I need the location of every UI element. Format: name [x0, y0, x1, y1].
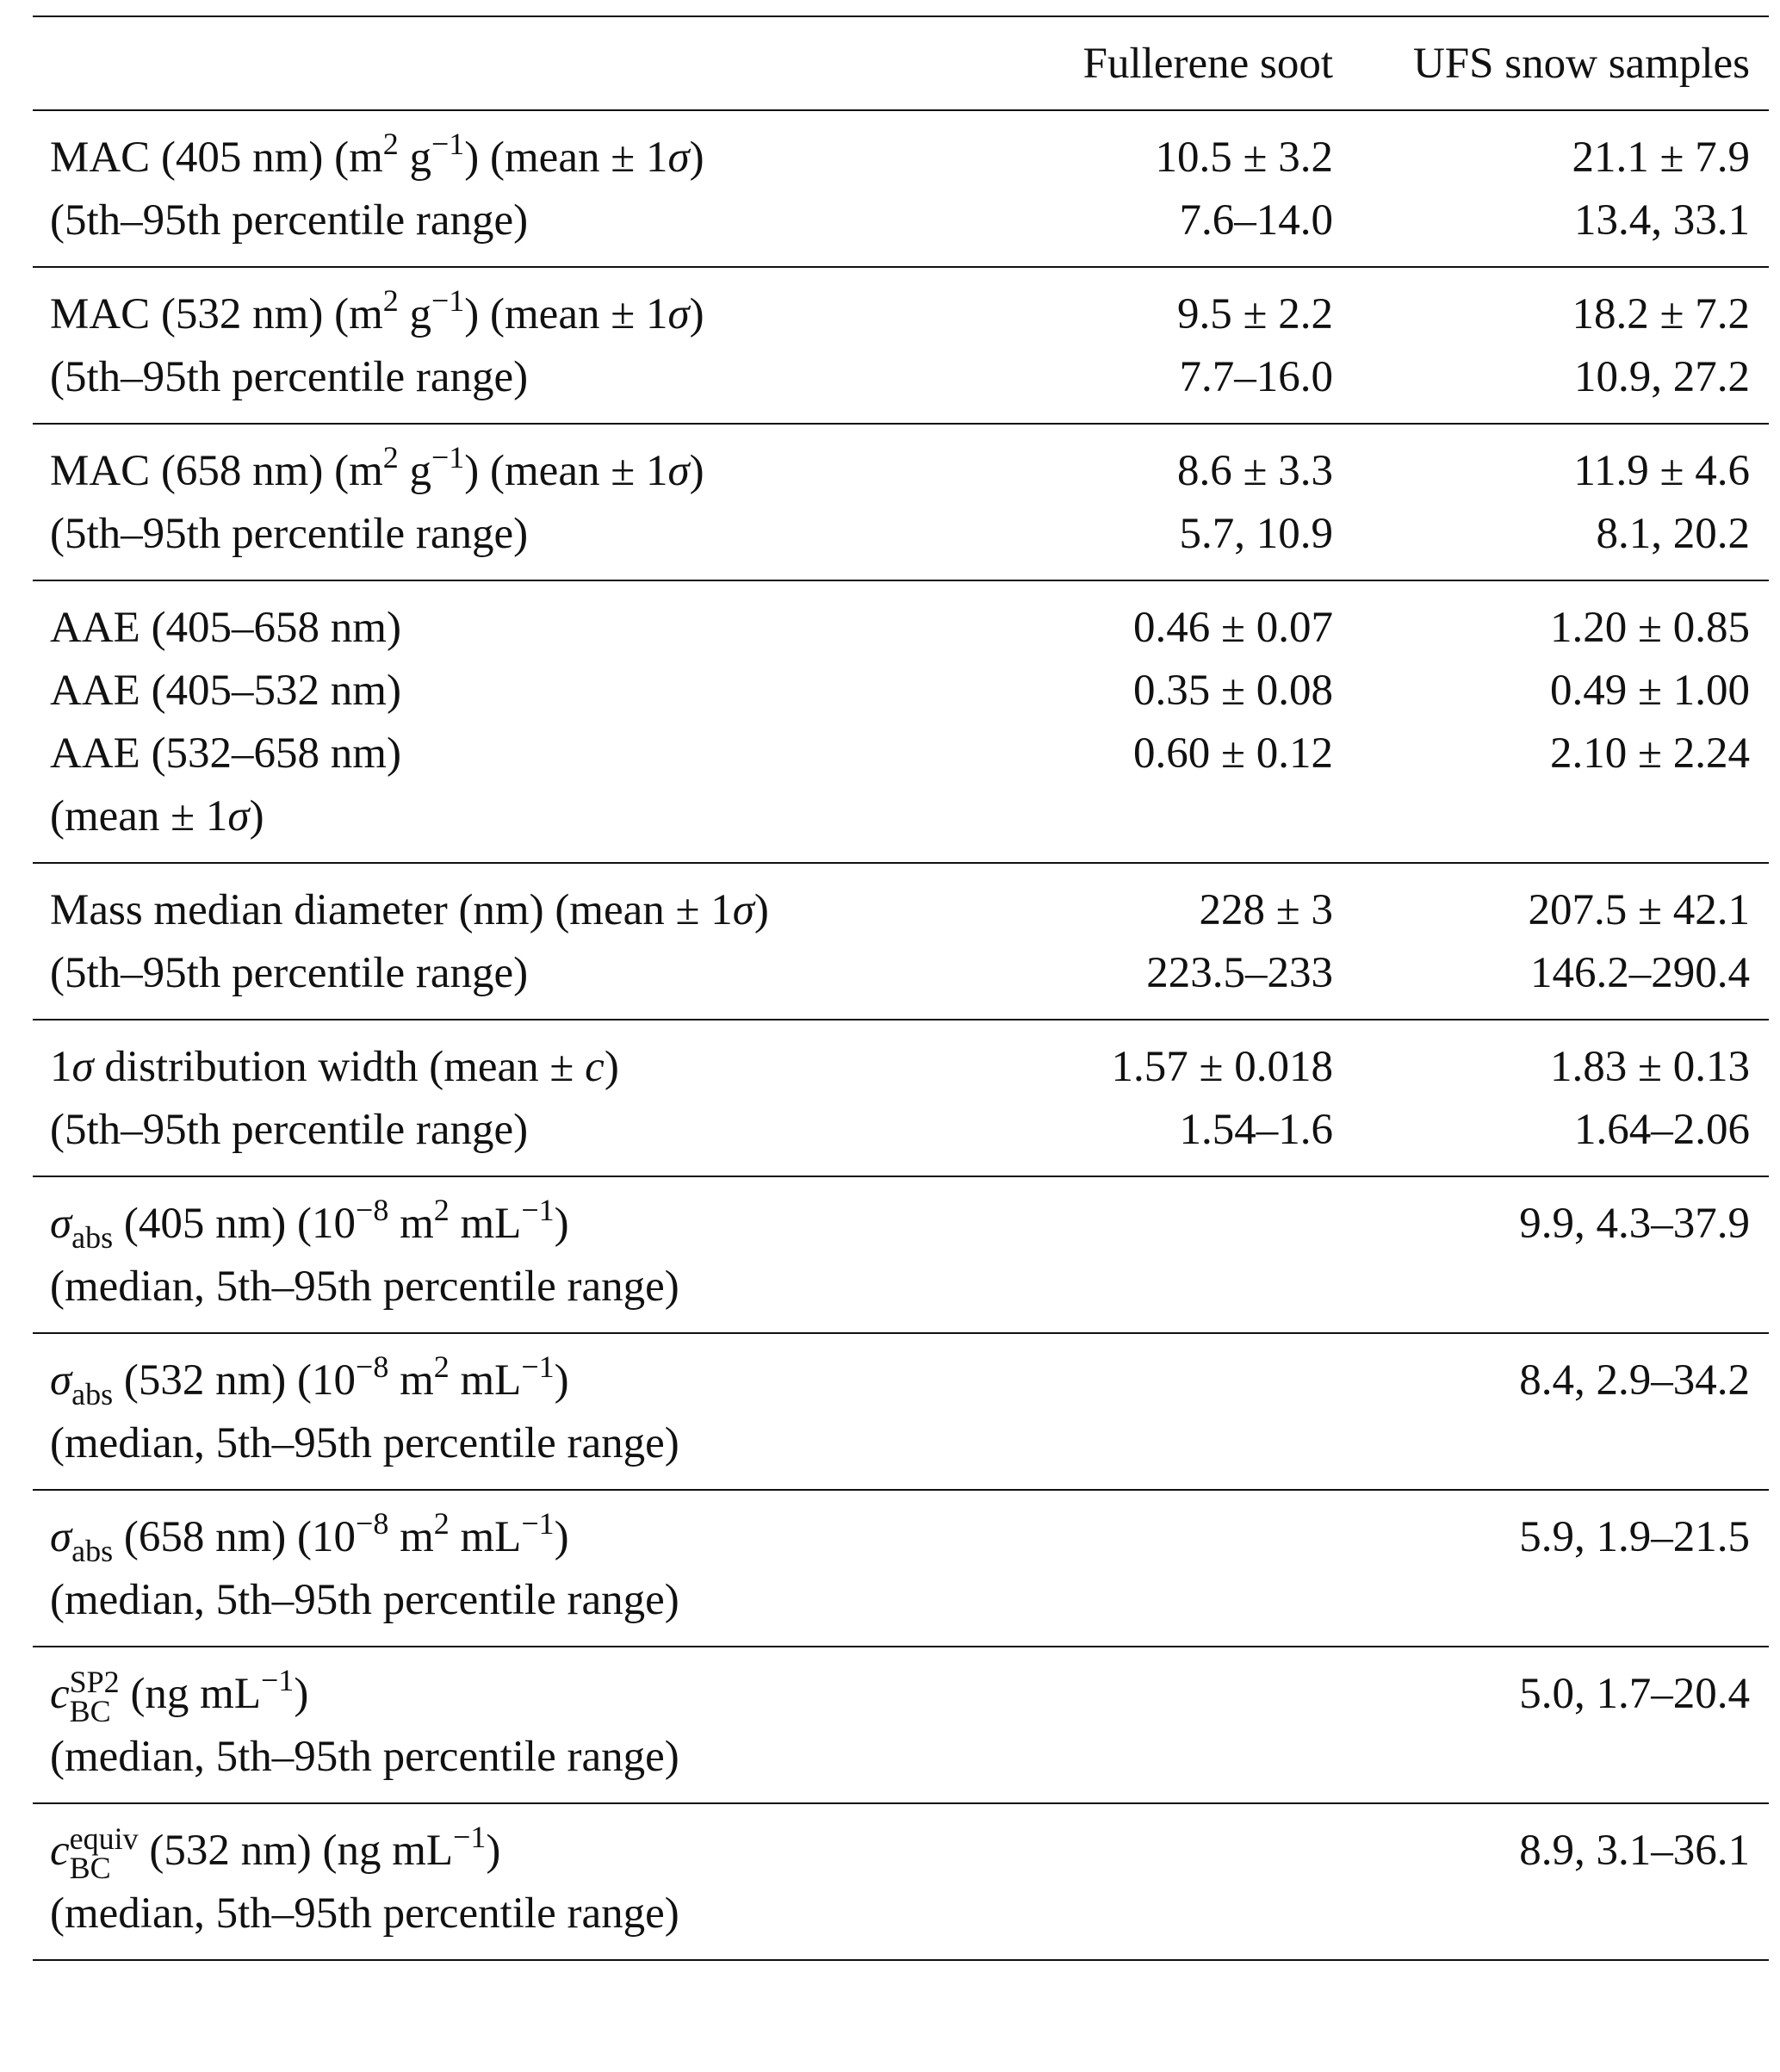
- superscript: −8: [356, 1193, 389, 1227]
- header-row: [33, 16, 1769, 110]
- table-row: [33, 580, 1769, 660]
- subscript: BC: [69, 1694, 111, 1728]
- ufs-value: 2.10 ± 2.24: [1550, 729, 1750, 778]
- table-row: [33, 1412, 1769, 1490]
- label-text: g: [398, 133, 431, 182]
- row-label: [33, 267, 983, 346]
- subscript: abs: [71, 1220, 114, 1255]
- label-text: (405 nm) (10: [113, 1200, 357, 1248]
- superscript: SP2: [69, 1665, 120, 1699]
- c-symbol: c: [50, 1827, 70, 1875]
- label-text: MAC (405 nm) (m: [50, 133, 383, 182]
- sup-sub-stack: [69, 1821, 139, 1885]
- ufs-value: 5.0, 1.7–20.4: [1333, 1647, 1769, 1726]
- superscript: 2: [382, 283, 399, 318]
- fullerene-value: 1.57 ± 0.018: [983, 1020, 1333, 1099]
- label-text: mL: [449, 1513, 522, 1561]
- ufs-value: 9.9, 4.3–37.9: [1333, 1176, 1769, 1256]
- ufs-value: [1333, 1412, 1769, 1490]
- table-row: [33, 503, 1769, 580]
- row-label: (median, 5th–95th percentile range): [33, 1883, 983, 1960]
- table-row: [33, 723, 1769, 785]
- label-text: ): [754, 886, 769, 934]
- sigma-symbol: σ: [732, 886, 754, 934]
- fullerene-value: 8.6 ± 3.3: [983, 424, 1333, 503]
- fullerene-value: 0.35 ± 0.08: [1133, 667, 1333, 715]
- table-row: [33, 1256, 1769, 1333]
- label-text: ): [554, 1513, 569, 1561]
- row-label: [33, 1803, 983, 1883]
- superscript: 2: [382, 127, 399, 161]
- label-text: (658 nm) (10: [113, 1513, 357, 1561]
- row-label: [33, 1020, 983, 1099]
- label-text: ): [689, 447, 704, 495]
- fullerene-value: 223.5–233: [1146, 949, 1333, 997]
- label-text: ): [249, 792, 264, 841]
- table-row: [33, 267, 1769, 346]
- superscript: equiv: [69, 1821, 139, 1856]
- fullerene-value: [983, 1490, 1333, 1569]
- superscript: −8: [356, 1349, 389, 1384]
- table-row: [33, 785, 1769, 863]
- label-text: mL: [449, 1356, 522, 1405]
- ufs-value: [1333, 785, 1769, 863]
- table-row: [33, 1490, 1769, 1569]
- label-text: MAC (532 nm) (m: [50, 290, 383, 338]
- superscript: −1: [261, 1663, 295, 1697]
- table-row: [33, 424, 1769, 503]
- superscript: −1: [431, 283, 465, 318]
- label-text: distribution width (mean ±: [93, 1043, 586, 1091]
- data-table: [33, 16, 1769, 1961]
- row-label: [33, 1333, 983, 1412]
- label-text: ): [689, 290, 704, 338]
- label-text: mL: [449, 1200, 522, 1248]
- row-label: [33, 785, 983, 863]
- fullerene-value: 9.5 ± 2.2: [983, 267, 1333, 346]
- label-text: ): [486, 1827, 501, 1875]
- label-text: ): [689, 133, 704, 182]
- header-fullerene: Fullerene soot: [983, 16, 1333, 110]
- superscript: −1: [521, 1349, 555, 1384]
- ufs-value: 13.4, 33.1: [1574, 196, 1750, 245]
- row-label: AAE (405–658 nm): [33, 580, 983, 660]
- table-row: [33, 1726, 1769, 1803]
- superscript: −1: [453, 1820, 487, 1854]
- ufs-value: 207.5 ± 42.1: [1333, 863, 1769, 942]
- table-row: [33, 1647, 1769, 1726]
- row-label: (5th–95th percentile range): [50, 196, 529, 245]
- row-label: [33, 1490, 983, 1569]
- label-text: ) (mean ± 1: [464, 290, 668, 338]
- label-text: ): [294, 1670, 309, 1718]
- sigma-symbol: σ: [50, 1200, 72, 1248]
- fullerene-value: [983, 1883, 1333, 1960]
- label-text: m: [388, 1513, 434, 1561]
- table-row: [33, 660, 1769, 723]
- fullerene-value: [983, 1647, 1333, 1726]
- ufs-value: 8.1, 20.2: [1596, 510, 1750, 558]
- row-label: (5th–95th percentile range): [50, 510, 529, 558]
- ufs-value: 1.83 ± 0.13: [1333, 1020, 1769, 1099]
- label-text: ) (mean ± 1: [464, 133, 668, 182]
- row-label: (median, 5th–95th percentile range): [50, 1419, 679, 1467]
- ufs-value: [1333, 1726, 1769, 1803]
- superscript: −1: [431, 440, 465, 475]
- row-label: [33, 863, 983, 942]
- c-symbol: c: [50, 1670, 70, 1718]
- fullerene-value: [983, 1333, 1333, 1412]
- fullerene-value: [983, 1412, 1333, 1490]
- superscript: −1: [521, 1193, 555, 1227]
- ufs-value: 8.4, 2.9–34.2: [1333, 1333, 1769, 1412]
- superscript: 2: [433, 1193, 450, 1227]
- label-text: ): [554, 1200, 569, 1248]
- ufs-value: 21.1 ± 7.9: [1333, 110, 1769, 189]
- fullerene-value: [983, 1726, 1333, 1803]
- fullerene-value: [983, 1176, 1333, 1256]
- table-row: [33, 942, 1769, 1020]
- table-row: [33, 346, 1769, 424]
- subscript: BC: [69, 1851, 111, 1885]
- label-text: m: [388, 1200, 434, 1248]
- row-label: AAE (405–532 nm): [50, 667, 401, 715]
- table-row: [33, 1099, 1769, 1176]
- fullerene-value: 5.7, 10.9: [1179, 510, 1333, 558]
- ufs-value: 1.20 ± 0.85: [1333, 580, 1769, 660]
- fullerene-value: 7.6–14.0: [1179, 196, 1333, 245]
- label-text: ) (mean ± 1: [464, 447, 668, 495]
- row-label: (5th–95th percentile range): [50, 353, 529, 401]
- ufs-value: 1.64–2.06: [1574, 1106, 1750, 1154]
- ufs-value: 10.9, 27.2: [1574, 353, 1750, 401]
- superscript: −1: [521, 1506, 555, 1541]
- ufs-value: [1333, 1256, 1769, 1333]
- row-label: [33, 110, 983, 189]
- header-label: [33, 16, 983, 110]
- label-text: g: [398, 290, 431, 338]
- fullerene-value: 0.46 ± 0.07: [983, 580, 1333, 660]
- fullerene-value: [983, 1569, 1333, 1647]
- sigma-symbol: σ: [667, 447, 690, 495]
- label-text: (532 nm) (10: [113, 1356, 357, 1405]
- table-row: [33, 863, 1769, 942]
- sigma-symbol: σ: [667, 133, 690, 182]
- fullerene-value: 1.54–1.6: [1179, 1106, 1333, 1154]
- ufs-value: [1333, 1569, 1769, 1647]
- label-text: ): [554, 1356, 569, 1405]
- fullerene-value: [983, 1803, 1333, 1883]
- superscript: 2: [433, 1506, 450, 1541]
- sup-sub-stack: [70, 1667, 120, 1726]
- sigma-symbol: σ: [667, 290, 690, 338]
- label-text: g: [398, 447, 431, 495]
- table-row: [33, 110, 1769, 189]
- fullerene-value: 7.7–16.0: [1179, 353, 1333, 401]
- ufs-value: [1333, 1883, 1769, 1960]
- table-row: [33, 1176, 1769, 1256]
- sigma-symbol: σ: [227, 792, 250, 841]
- row-label: [33, 424, 983, 503]
- sigma-symbol: σ: [50, 1513, 72, 1561]
- fullerene-value: 10.5 ± 3.2: [983, 110, 1333, 189]
- ufs-value: 18.2 ± 7.2: [1333, 267, 1769, 346]
- ufs-value: 11.9 ± 4.6: [1333, 424, 1769, 503]
- row-label: (5th–95th percentile range): [50, 1106, 529, 1154]
- fullerene-value: 0.60 ± 0.12: [1133, 729, 1333, 778]
- label-text: (ng mL: [119, 1670, 261, 1718]
- label-text: (532 nm) (ng mL: [138, 1827, 454, 1875]
- label-text: m: [388, 1356, 434, 1405]
- table-row: [33, 1883, 1769, 1960]
- label-text: (mean ± 1: [50, 792, 228, 841]
- superscript: 2: [382, 440, 399, 475]
- row-label: AAE (532–658 nm): [50, 729, 401, 778]
- row-label: (median, 5th–95th percentile range): [50, 1733, 679, 1781]
- row-label: (median, 5th–95th percentile range): [50, 1576, 679, 1624]
- label-text: 1: [50, 1043, 72, 1091]
- table-row: [33, 1569, 1769, 1647]
- superscript: −8: [356, 1506, 389, 1541]
- sigma-symbol: σ: [50, 1356, 72, 1405]
- ufs-value: 146.2–290.4: [1530, 949, 1750, 997]
- row-label: (5th–95th percentile range): [50, 949, 529, 997]
- ufs-value: 0.49 ± 1.00: [1550, 667, 1750, 715]
- ufs-value: 5.9, 1.9–21.5: [1333, 1490, 1769, 1569]
- subscript: abs: [71, 1534, 114, 1568]
- fullerene-value: [983, 1256, 1333, 1333]
- row-label: (median, 5th–95th percentile range): [50, 1262, 679, 1311]
- ufs-value: 8.9, 3.1–36.1: [1333, 1803, 1769, 1883]
- table-row: [33, 1803, 1769, 1883]
- fullerene-value: 228 ± 3: [983, 863, 1333, 942]
- table-row: [33, 1020, 1769, 1099]
- fullerene-value: [983, 785, 1333, 863]
- superscript: −1: [431, 127, 465, 161]
- c-symbol: c: [585, 1043, 605, 1091]
- row-label: [33, 1176, 983, 1256]
- label-text: MAC (658 nm) (m: [50, 447, 383, 495]
- label-text: ): [604, 1043, 619, 1091]
- table-row: [33, 1333, 1769, 1412]
- subscript: abs: [71, 1377, 114, 1411]
- superscript: 2: [433, 1349, 450, 1384]
- header-ufs: UFS snow samples: [1333, 16, 1769, 110]
- sigma-symbol: σ: [71, 1043, 94, 1091]
- label-text: Mass median diameter (nm) (mean ± 1: [50, 886, 733, 934]
- table-row: [33, 189, 1769, 267]
- row-label: [33, 1647, 983, 1726]
